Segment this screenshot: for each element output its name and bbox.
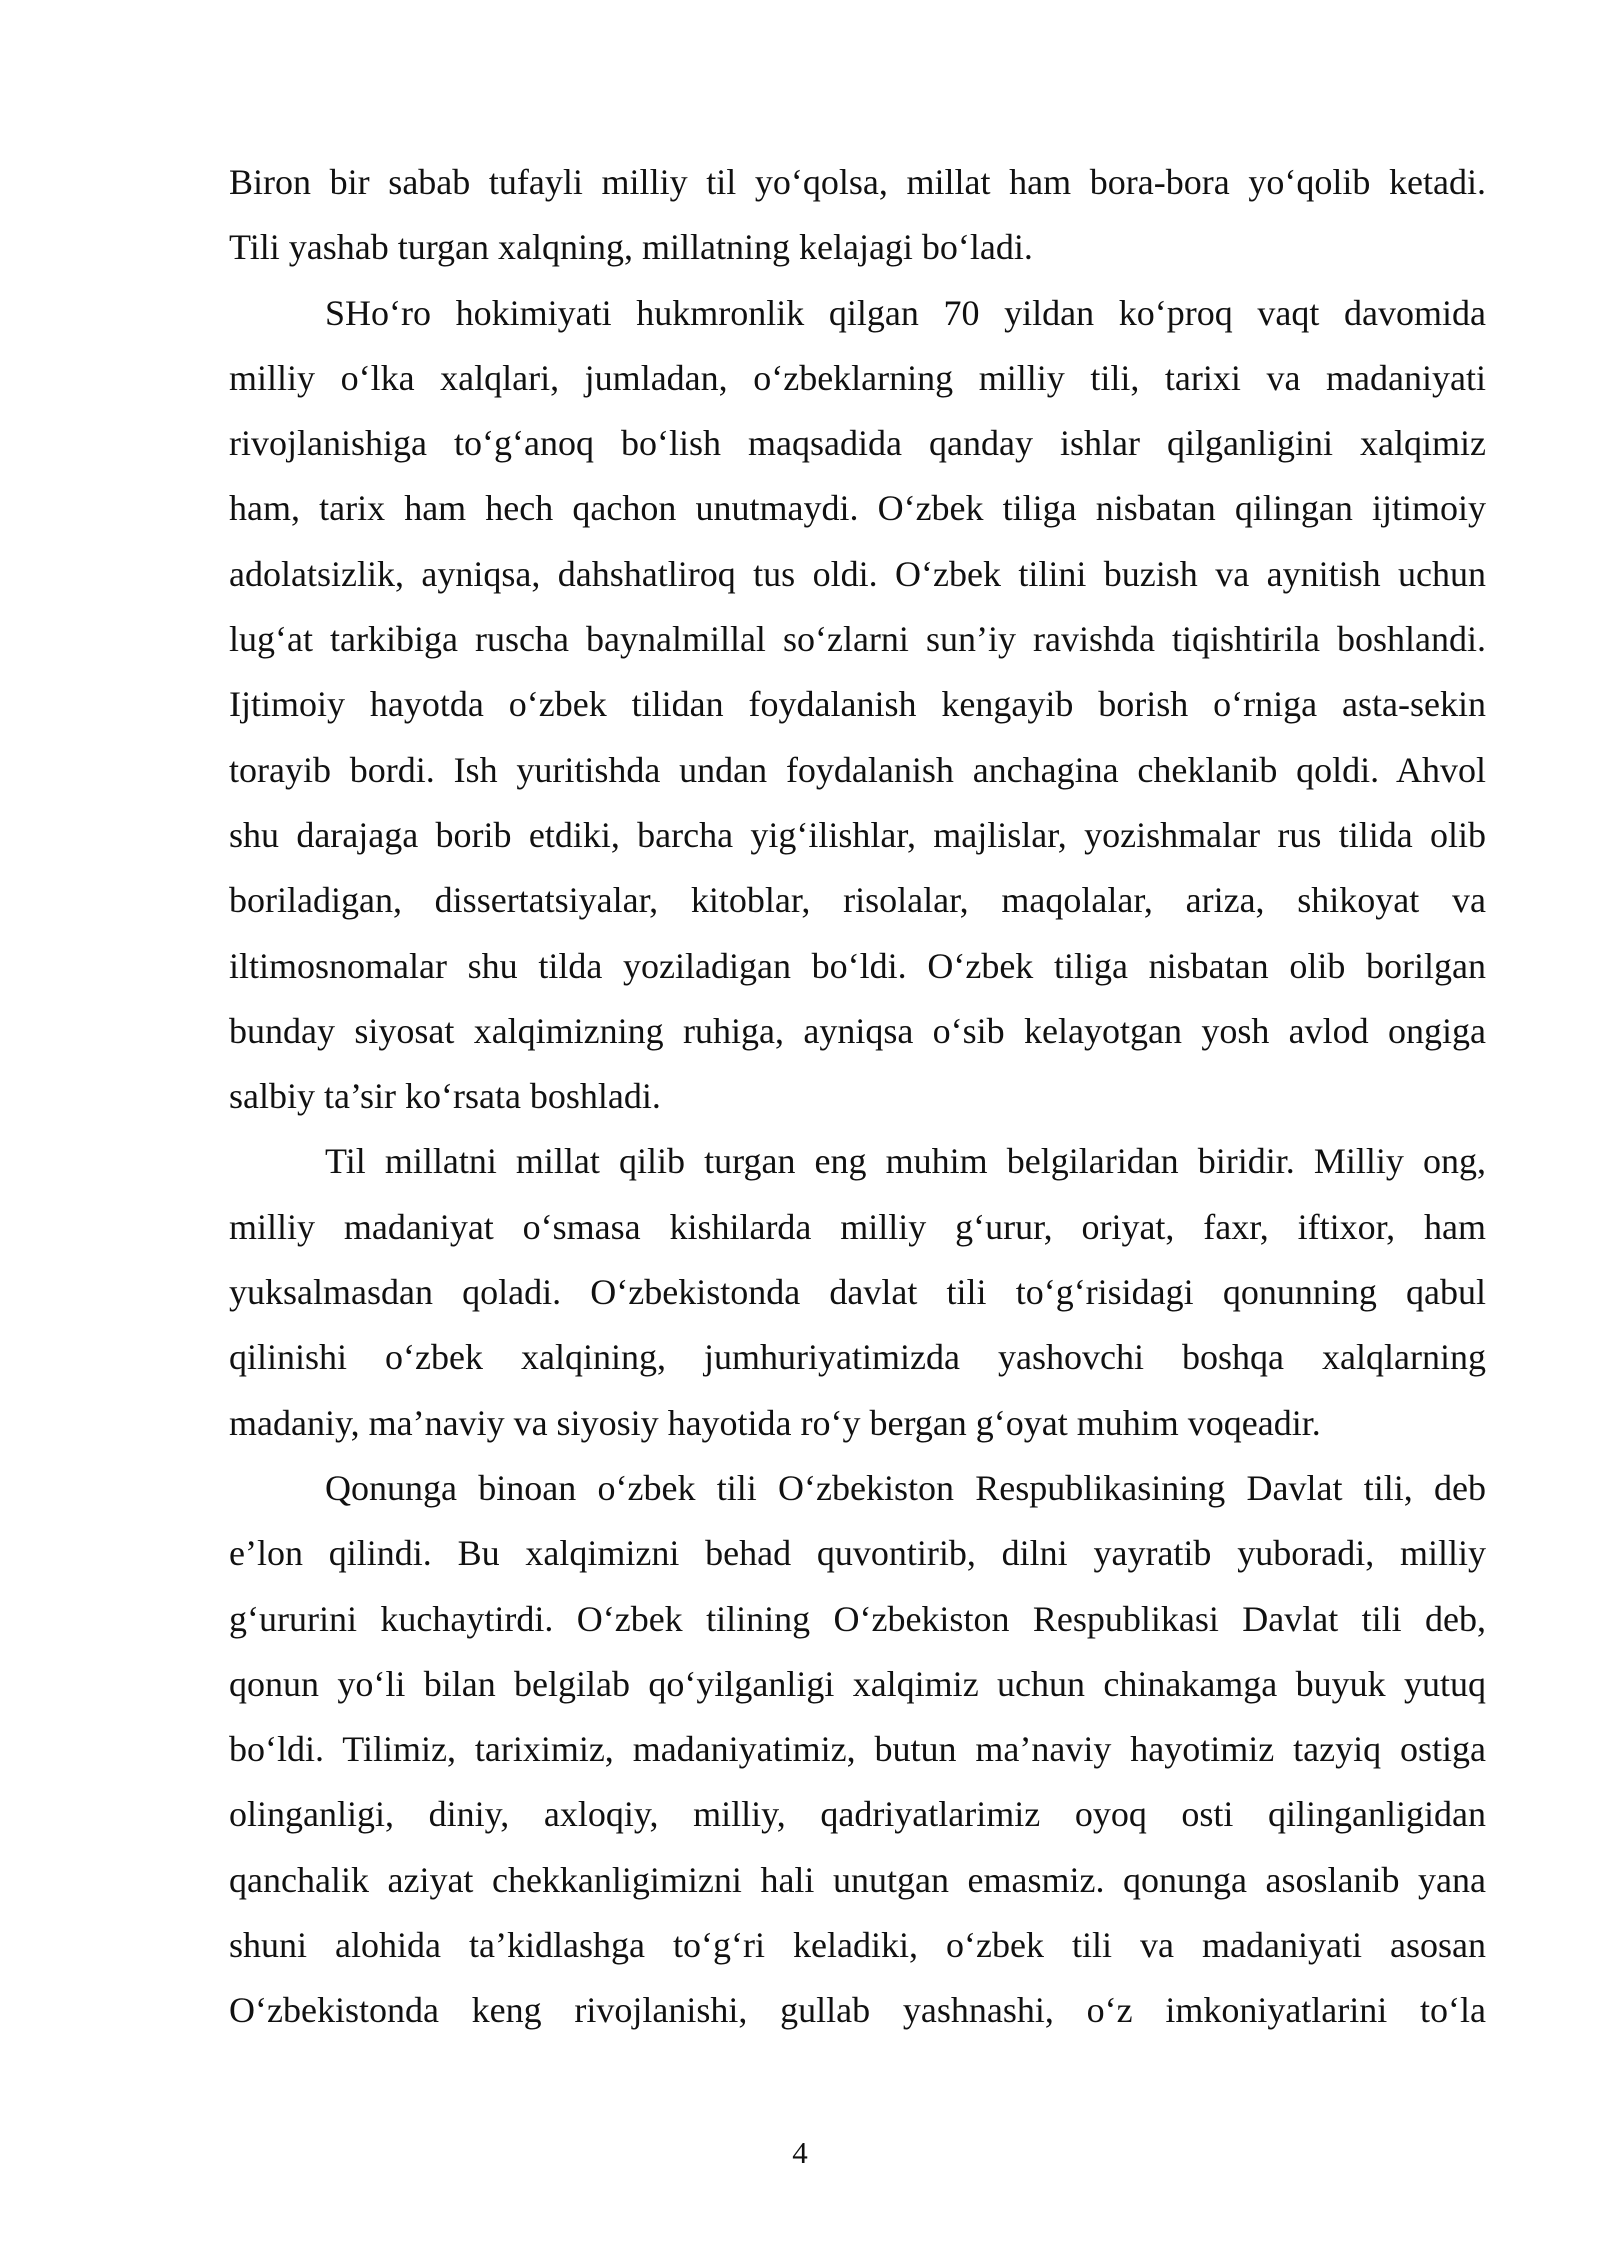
text-line: milliy madaniyat o‘smasa kishilarda milliy g‘urur, oriyat, faxr, iftixor, ham bbox=[229, 1206, 1486, 1247]
text-line: rivojlanishiga to‘g‘anoq bo‘lish maqsadida qanday ishlar qilganligini xalqimiz bbox=[229, 423, 1486, 464]
document-body bbox=[229, 150, 1486, 2044]
text-line: Biron bir sabab tufayli milliy til yo‘qolsa, millat ham bora-bora yo‘qolib ketadi. bbox=[229, 162, 1486, 202]
text-line: yuksalmasdan qoladi. O‘zbekistonda davlat tili to‘g‘risidagi qonunning qabul bbox=[229, 1272, 1486, 1313]
text-line: ham, tarix ham hech qachon unutmaydi. O‘zbek tiliga nisbatan qilingan ijtimoiy bbox=[229, 488, 1486, 529]
text-line: torayib bordi. Ish yuritishda undan foydalanish anchagina cheklanib qoldi. Ahvol bbox=[229, 749, 1486, 790]
text-line: lug‘at tarkibiga ruscha baynalmillal so‘zlarni sun’iy ravishda tiqishtirila boshlandi. bbox=[229, 619, 1486, 660]
text-line: Ijtimoiy hayotda o‘zbek tilidan foydalanish kengayib borish o‘rniga asta-sekin bbox=[229, 684, 1486, 725]
text-line: salbiy ta’sir ko‘rsata boshladi. bbox=[229, 1076, 661, 1117]
text-line: SHo‘ro hokimiyati hukmronlik qilgan 70 yildan ko‘proq vaqt davomida bbox=[325, 292, 1486, 333]
text-line: boriladigan, dissertatsiyalar, kitoblar, risolalar, maqolalar, ariza, shikoyat va bbox=[229, 880, 1486, 921]
text-line: Til millatni millat qilib turgan eng muhim belgilaridan biridir. Milliy ong, bbox=[325, 1141, 1486, 1182]
text-line: Qonunga binoan o‘zbek tili O‘zbekiston Respublikasining Davlat tili, deb bbox=[325, 1467, 1486, 1508]
text-line: bunday siyosat xalqimizning ruhiga, ayniqsa o‘sib kelayotgan yosh avlod ongiga bbox=[229, 1010, 1486, 1051]
paragraph bbox=[229, 150, 1486, 281]
page-number: 4 bbox=[792, 2135, 808, 2170]
text-line: olinganligi, diniy, axloqiy, milliy, qadriyatlarimiz oyoq osti qilinganligidan bbox=[229, 1794, 1486, 1835]
text-line: g‘ururini kuchaytirdi. O‘zbek tilining O‘zbekiston Respublikasi Davlat tili deb, bbox=[229, 1598, 1486, 1639]
text-line: shuni alohida ta’kidlashga to‘g‘ri keladiki, o‘zbek tili va madaniyati asosan bbox=[229, 1925, 1486, 1966]
text-line: qilinishi o‘zbek xalqining, jumhuriyatimizda yashovchi boshqa xalqlarning bbox=[229, 1337, 1486, 1378]
paragraph bbox=[229, 281, 1486, 1130]
text-line: Tili yashab turgan xalqning, millatning kelajagi bo‘ladi. bbox=[229, 227, 1033, 268]
text-line: madaniy, ma’naviy va siyosiy hayotida ro‘y bergan g‘oyat muhim voqeadir. bbox=[229, 1402, 1321, 1443]
text-line: shu darajaga borib etdiki, barcha yig‘ilishlar, majlislar, yozishmalar rus tilida olib bbox=[229, 814, 1486, 855]
text-line: O‘zbekistonda keng rivojlanishi, gullab yashnashi, o‘z imkoniyatlarini to‘la bbox=[229, 1990, 1486, 2031]
text-line: iltimosnomalar shu tilda yoziladigan bo‘ldi. O‘zbek tiliga nisbatan olib borilgan bbox=[229, 945, 1486, 986]
text-line: milliy o‘lka xalqlari, jumladan, o‘zbeklarning milliy tili, tarixi va madaniyati bbox=[229, 357, 1486, 398]
text-line: qonun yo‘li bilan belgilab qo‘yilganligi xalqimiz uchun chinakamga buyuk yutuq bbox=[229, 1663, 1486, 1704]
text-line: qanchalik aziyat chekkanligimizni hali unutgan emasmiz. qonunga asoslanib yana bbox=[229, 1859, 1486, 1900]
paragraph bbox=[229, 1456, 1486, 2044]
paragraph bbox=[229, 1129, 1486, 1455]
text-line: bo‘ldi. Tilimiz, tariximiz, madaniyatimiz, butun ma’naviy hayotimiz tazyiq ostiga bbox=[229, 1729, 1486, 1770]
text-line: e’lon qilindi. Bu xalqimizni behad quvontirib, dilni yayratib yuboradi, milliy bbox=[229, 1533, 1486, 1574]
text-line: adolatsizlik, ayniqsa, dahshatliroq tus oldi. O‘zbek tilini buzish va aynitish uchun bbox=[229, 553, 1486, 594]
